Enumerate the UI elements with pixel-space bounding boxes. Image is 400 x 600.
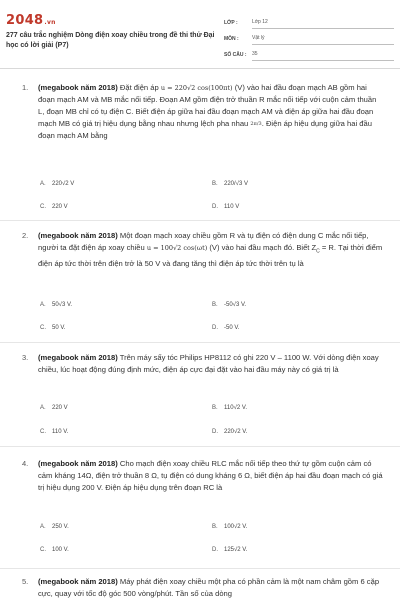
option-b[interactable]: [212, 302, 246, 308]
question-number: 4.: [22, 459, 29, 468]
question-separator: [0, 342, 400, 343]
question-text-part: Máy phát điện xoay chiều một pha có phần cảm là một nam châm gồm 6 cặp cực, quay với tốc độ góc 500 vòng/phút. Tần số của dòng: [38, 577, 380, 598]
option-text: 50 V.: [52, 325, 66, 331]
question-text-part: (V) vào hai đầu đoạn mạch AB gồm hai đoạn mạch AM và MB mắc nối tiếp. Đoạn AM gồm điện trở thuần R mắc nối tiếp với cuộn cảm thuần L, đoạn MB chỉ có tụ điện C. Biết điện áp giữa hai đầu đoạn mạch AM và điện áp giữa hai đầu đoạn mạch MB có giá trị hiệu dụng bằng nhau nhưng lệch pha nhau: [38, 83, 377, 128]
option-a[interactable]: [40, 302, 72, 308]
option-letter: A.: [40, 524, 46, 530]
question-separator: [0, 446, 400, 447]
question-source: (megabook năm 2018): [38, 459, 118, 468]
option-text: 220 V: [52, 405, 68, 411]
option-letter: A.: [40, 405, 46, 411]
option-b[interactable]: [212, 405, 247, 411]
option-c[interactable]: [40, 547, 69, 553]
question-number: 2.: [22, 231, 29, 240]
option-text: 220 V: [52, 204, 68, 210]
formula: 2π/3: [250, 121, 262, 127]
option-d[interactable]: [212, 547, 247, 553]
option-letter: C.: [40, 325, 46, 331]
option-text: 110 V.: [52, 429, 69, 435]
option-c[interactable]: [40, 325, 65, 331]
option-letter: D.: [212, 429, 218, 435]
meta-value-class: Lớp 12: [252, 19, 394, 29]
option-text: 220√2 V: [52, 181, 75, 187]
option-text: -50 V.: [224, 325, 240, 331]
option-text: 250 V.: [52, 524, 69, 530]
question-source: (megabook năm 2018): [38, 231, 118, 240]
option-letter: B.: [212, 181, 218, 187]
option-letter: D.: [212, 325, 218, 331]
site-logo[interactable]: [6, 13, 56, 28]
logo-main: 2048: [6, 13, 44, 28]
option-text: 220/√3 V: [224, 181, 248, 187]
formula: u = 100√2 cos(ωt): [146, 244, 208, 252]
question-text: [38, 230, 384, 270]
question-separator: [0, 568, 400, 569]
option-letter: A.: [40, 302, 46, 308]
option-text: 110√2 V.: [224, 405, 247, 411]
option-text: 220√2 V.: [224, 429, 248, 435]
option-b[interactable]: [212, 524, 247, 530]
option-d[interactable]: [212, 429, 247, 435]
meta-row-count: [224, 45, 394, 61]
option-d[interactable]: [212, 204, 239, 210]
option-a[interactable]: [40, 405, 68, 411]
option-text: -50√3 V.: [224, 302, 247, 308]
option-text: 100√2 V.: [224, 524, 248, 530]
logo-suffix: .vn: [44, 19, 56, 26]
meta-key-count: SỐ CÂU :: [224, 52, 247, 58]
option-letter: D.: [212, 204, 218, 210]
option-letter: B.: [212, 302, 218, 308]
question-text: [38, 458, 384, 494]
question-number: 3.: [22, 353, 29, 362]
question-text-part: Một đoạn mạch xoay chiều gồm R và tụ điện có điện dung C mắc nối tiếp, người ta đặt điện áp xoay chiều: [38, 231, 369, 252]
option-a[interactable]: [40, 181, 74, 187]
option-letter: D.: [212, 547, 218, 553]
option-letter: B.: [212, 405, 218, 411]
meta-value-count: 35: [252, 51, 394, 61]
question-source: (megabook năm 2018): [38, 83, 118, 92]
option-a[interactable]: [40, 524, 69, 530]
question-source: (megabook năm 2018): [38, 577, 118, 586]
subscript: C: [316, 248, 320, 255]
meta-value-subject: Vật lý: [252, 35, 394, 45]
meta-row-class: [224, 13, 394, 29]
question-source: (megabook năm 2018): [38, 353, 118, 362]
question-text-part: (V) vào hai đầu mạch đó. Biết Z: [207, 243, 317, 252]
option-c[interactable]: [40, 204, 68, 210]
question-text-part: = R. Tại thời điểm điện áp tức thời trên điện trở là 50 V và đang tăng thì điện áp tức thời trên tụ là: [38, 243, 383, 268]
meta-key-class: LỚP :: [224, 20, 238, 26]
option-text: 50√3 V.: [52, 302, 73, 308]
question-text-part: Cho mạch điện xoay chiều RLC mắc nối tiếp theo thứ tự gồm cuộn cảm có cảm kháng 14Ω, điện trở thuần 8 Ω, tụ điện có dung kháng 6 Ω, biết điện áp hai đầu đoạn mạch có giá trị hiệu dụng 200 V. Điện áp hiệu dụng trên đoạn RC là: [38, 459, 383, 492]
question-number: 5.: [22, 577, 29, 586]
option-text: 110 V: [224, 204, 240, 210]
option-d[interactable]: [212, 325, 239, 331]
question-text-part: Đặt điện áp: [117, 83, 161, 92]
question-text: [38, 352, 384, 376]
option-letter: C.: [40, 547, 46, 553]
document-title: 277 câu trắc nghiệm Dòng điện xoay chiều trong đề thi thử Đại học có lời giải (P7): [6, 32, 215, 49]
question-text-part: . Điện áp hiệu dụng giữa hai đầu đoạn mạch AM bằng: [38, 119, 372, 140]
question-separator: [0, 220, 400, 221]
option-letter: C.: [40, 429, 46, 435]
question-text: [38, 82, 384, 142]
option-letter: B.: [212, 524, 218, 530]
option-text: 125√2 V.: [224, 547, 248, 553]
meta-key-subject: MÔN :: [224, 36, 239, 42]
option-letter: A.: [40, 181, 46, 187]
document-meta: [224, 13, 394, 61]
option-c[interactable]: [40, 429, 68, 435]
question-text: [38, 576, 384, 600]
header-divider: [0, 68, 400, 69]
formula: u = 220√2 cos(100πt): [160, 84, 233, 92]
option-letter: C.: [40, 204, 46, 210]
option-b[interactable]: [212, 181, 248, 187]
question-text-part: Trên máy sấy tóc Philips HP8112 có ghi 220 V – 1100 W. Với dòng điện xoay chiều, lúc hoạt động đúng định mức, điện áp cực đại đặt vào hai đầu máy này có giá trị là: [38, 353, 379, 374]
meta-row-subject: [224, 29, 394, 45]
option-text: 100 V.: [52, 547, 69, 553]
page-header: [0, 0, 400, 66]
question-number: 1.: [22, 83, 29, 92]
